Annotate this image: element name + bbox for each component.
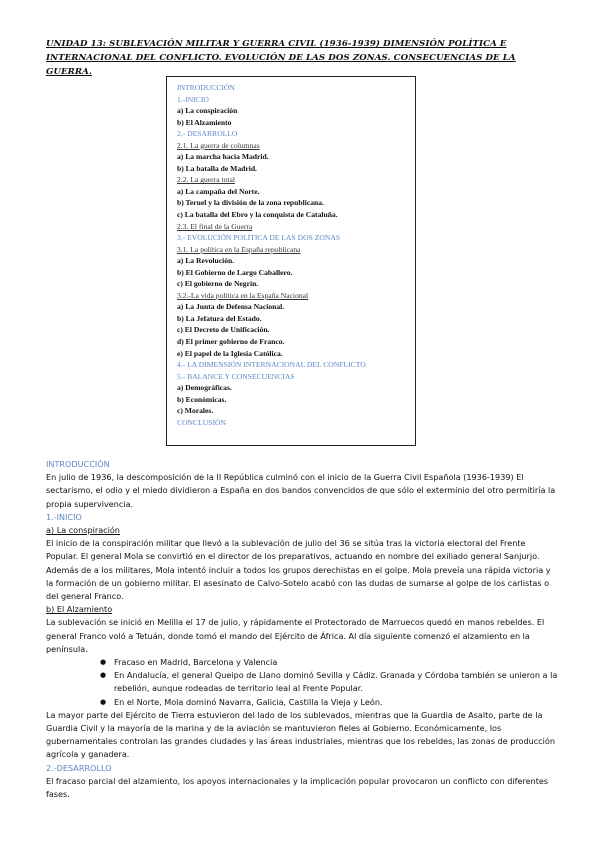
toc-entry: b) La Jefatura del Estado. xyxy=(177,313,262,323)
subheading-conspiracion: a) La conspiración xyxy=(46,525,120,536)
paragraph-ejercito: La mayor parte del Ejército de Tierra estuvieron del lado de los sublevados, mientras que la Guardia de Asalto, parte de la Guardia Civil y la mayoría de la marina y de la aviación se mantuvieron fieles al Gobierno. Económicamente, los gubernamentales controlan las grandes ciudades y las áreas industriales, mientras que los rebeldes, las zonas de producción agrícola y ganadera. xyxy=(46,709,555,760)
toc-entry: b) Económicas. xyxy=(177,394,227,404)
toc-entry: 3.- EVOLUCIÓN POLÍTICA DE LAS DOS ZONAS xyxy=(177,233,341,243)
paragraph-introduccion: En julio de 1936, la descomposición de la II República culminó con el inicio de la Guerra Civil Española (1936-1939) El sectarismo, el odio y el miedo dividieron a España en dos bandos convencidos de que sólo el exterminio del otro permitiría la propia supervivencia. xyxy=(46,472,556,509)
toc-entry: a) La campaña del Norte. xyxy=(177,186,260,196)
paragraph-conspiracion: El inicio de la conspiración militar que llevó a la sublevación de julio del 36 se sitúa tras la victoria electoral del Frente Popular. El general Mola se convirtió en el director de los preparativos, actuando en nombre del exiliado general Sanjurjo. Además de a los militares, Mola intentó incluir a todos los grupos derechistas en el golpe. Mola preveía una rápida victoria y la formación de un gobierno militar. El asesinato de Calvo-Sotelo acabó con las dudas de sumarse al golpe de los carlistas o del general Franco. xyxy=(46,538,551,602)
section-heading-desarrollo: 2.-DESARROLLO xyxy=(46,762,112,773)
toc-entry: 3.2.-La vida política en la España Nacional xyxy=(177,290,309,300)
toc-entry: b) El Gobierno de Largo Caballero. xyxy=(177,267,293,277)
toc-entry: a) La Junta de Defensa Nacional. xyxy=(177,302,285,312)
toc-entry: INTRODUCCIÓN xyxy=(177,83,235,92)
toc-entry: c) La batalla del Ebro y la conquista de Cataluña. xyxy=(177,210,338,220)
toc-entry: a) La marcha hacia Madrid. xyxy=(177,152,269,162)
table-of-contents xyxy=(166,76,416,446)
section-heading-introduccion: INTRODUCCIÓN xyxy=(46,459,110,469)
toc-entry: 2.- DESARROLLO xyxy=(177,129,238,139)
toc-entry: c) El Decreto de Unificación. xyxy=(177,325,270,335)
paragraph-desarrollo: El fracaso parcial del alzamiento, los apoyos internacionales y la implicación popular provocaron un conflicto con diferentes fases. xyxy=(46,775,549,800)
toc-entry: 2.2. La guerra total xyxy=(177,175,235,185)
toc-entry: 1.-INICIO xyxy=(177,94,209,104)
paragraph-alzamiento: La sublevación se inició en Melilla el 17 de julio, y rápidamente el Protectorado de Marruecos quedó en manos rebeldes. El general Franco voló a Tetuán, donde tomó el mando del Ejército de África. Al día siguiente comenzó el alzamiento en la península. xyxy=(46,617,545,654)
toc-entry: b) La batalla de Madrid. xyxy=(177,163,257,173)
toc-entry: e) El papel de la Iglesia Católica. xyxy=(177,348,283,358)
toc-entry: 2.1. La guerra de columnas xyxy=(177,140,260,150)
toc-entry: c) Morales. xyxy=(177,406,214,416)
bullet-list xyxy=(46,656,558,709)
toc-entry: a) Demográficas. xyxy=(177,383,232,393)
toc-entry: a) La Revolución. xyxy=(177,256,235,266)
toc-entry: a) La conspiración xyxy=(177,106,238,116)
toc-entry: 5.- BALANCE Y CONSECUENCIAS xyxy=(177,371,295,381)
section-heading-inicio: 1.-INICIO xyxy=(46,511,82,522)
toc-entry: CONCLUSIÓN xyxy=(177,417,226,427)
toc-entry: c) El gobierno de Negrín. xyxy=(177,279,259,289)
document-title: UNIDAD 13: SUBLEVACIÓN MILITAR Y GUERRA CIVIL (1936-1939) DIMENSIÓN POLÍTICA E INTERNACIONAL DEL CONFLICTO. EVOLUCIÓN DE LAS DOS ZONAS. CONSECUENCIAS DE LA GUERRA. xyxy=(46,39,516,77)
document-body xyxy=(46,458,558,801)
toc-entry: 2.3. El final de la Guerra xyxy=(177,221,253,231)
list-item: ● Fracaso en Madrid, Barcelona y Valencia xyxy=(100,656,558,669)
list-item: ● En Andalucía, el general Queipo de Llano dominó Sevilla y Cádiz. Granada y Córdoba también se unieron a la rebelión, aunque rodeadas de territorio leal al Frente Popular. xyxy=(100,669,558,695)
toc-entry: 3.1. La política en la España republicana xyxy=(177,244,301,254)
toc-entry: b) Teruel y la división de la zona republicana. xyxy=(177,198,324,208)
subheading-alzamiento: b) El Alzamiento xyxy=(46,604,113,615)
toc-entry: 4.- LA DIMENSIÓN INTERNACIONAL DEL CONFLICTO xyxy=(177,360,366,370)
toc-entry: b) El Alzamiento xyxy=(177,117,232,127)
list-item: ● En el Norte, Mola dominó Navarra, Galicia, Castilla la Vieja y León. xyxy=(100,696,558,709)
toc-entry: d) El primer gobierno de Franco. xyxy=(177,337,285,347)
